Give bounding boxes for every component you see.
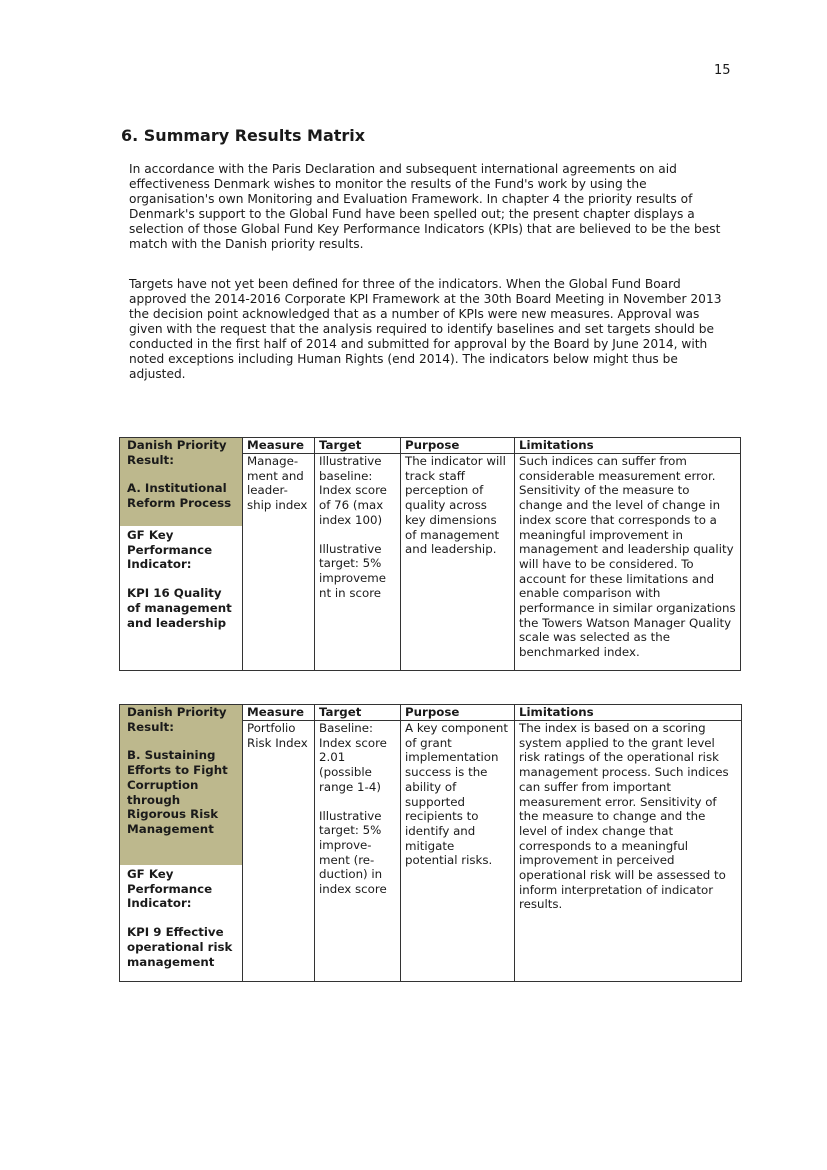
kpi-name: KPI 9 Effective operational risk management <box>127 925 233 969</box>
target-baseline: Baseline: Index score 2.01 (possible range 1-4) <box>319 721 387 794</box>
header-target: Target <box>315 438 401 454</box>
target-baseline: Illustrative baseline: Index score of 76 (max index 100) <box>319 454 387 527</box>
header-target: Target <box>315 705 401 721</box>
section-heading: 6. Summary Results Matrix <box>121 126 366 145</box>
target-goal: Illustrative target: 5% improve-ment (re-duction) in index score <box>319 808 387 897</box>
purpose-cell: The indicator will track staff perception of quality across key dimensions of management and leadership. <box>401 454 515 671</box>
results-matrix-table-a <box>119 437 741 671</box>
target-cell <box>315 721 401 982</box>
priority-label: Danish Priority Result: <box>127 438 227 467</box>
header-purpose: Purpose <box>401 438 515 454</box>
limitations-cell: The index is based on a scoring system applied to the grant level risk ratings of the operational risk management process. Such indices can suffer from important measurement error. Sensitivity of the measure to change and the level of index change that corresponds to a meaningful improvement in perceived operational risk will be assessed to inform interpretation of indicator results. <box>519 721 729 912</box>
header-limitations: Limitations <box>515 438 741 454</box>
kpi-label: GF Key Performance Indicator: <box>127 528 213 572</box>
priority-result-shaded <box>120 705 242 865</box>
kpi-block <box>120 526 242 632</box>
target-goal: Illustrative target: 5% improveme nt in score <box>319 541 387 600</box>
priority-result-cell <box>120 438 243 671</box>
purpose-cell: A key component of grant implementation success is the ability of supported recipients to identify and mitigate potential risks. <box>401 721 515 982</box>
header-measure: Measure <box>243 705 315 721</box>
priority-result-cell <box>120 705 243 982</box>
limitations-cell: Such indices can suffer from considerable measurement error. Sensitivity of the measure to change and the level of change in index score that corresponds to a meaningful improvement in management and leadership quality will have to be considered. To account for these limitations and enable comparison with performance in similar organizations the Towers Watson Manager Quality scale was selected as the benchmarked index. <box>519 454 736 660</box>
header-measure: Measure <box>243 438 315 454</box>
header-purpose: Purpose <box>401 705 515 721</box>
priority-result: B. Sustaining Efforts to Fight Corruption through Rigorous Risk Management <box>127 748 228 836</box>
priority-result: A. Institutional Reform Process <box>127 481 232 511</box>
header-limitations: Limitations <box>515 705 742 721</box>
kpi-name: KPI 16 Quality of management and leadership <box>127 586 232 630</box>
paragraph-targets: Targets have not yet been defined for three of the indicators. When the Global Fund Board approved the 2014-2016 Corporate KPI Framework at the 30th Board Meeting in November 2013 the decision point acknowledged that as a number of KPIs were new measures. Approval was given with the request that the analysis required to identify baselines and set targets should be conducted in the first half of 2014 and submitted for approval by the Board by June 2014, with noted exceptions including Human Rights (end 2014). The indicators below might thus be adjusted. <box>129 277 722 381</box>
measure-cell: Portfolio Risk Index <box>243 721 315 982</box>
results-matrix-table-b <box>119 704 742 982</box>
kpi-label: GF Key Performance Indicator: <box>127 867 213 911</box>
measure-cell: Manage-ment and leader-ship index <box>243 454 315 671</box>
kpi-block <box>120 865 242 971</box>
target-cell <box>315 454 401 671</box>
page-number: 15 <box>714 63 731 78</box>
priority-label: Danish Priority Result: <box>127 705 227 734</box>
priority-result-shaded <box>120 438 242 526</box>
paragraph-intro: In accordance with the Paris Declaration and subsequent international agreements on aid effectiveness Denmark wishes to monitor the results of the Fund's work by using the organisation's own Monitoring and Evaluation Framework. In chapter 4 the priority results of Denmark's support to the Global Fund have been spelled out; the present chapter displays a selection of those Global Fund Key Performance Indicators (KPIs) that are believed to be the best match with the Danish priority results. <box>129 162 721 251</box>
